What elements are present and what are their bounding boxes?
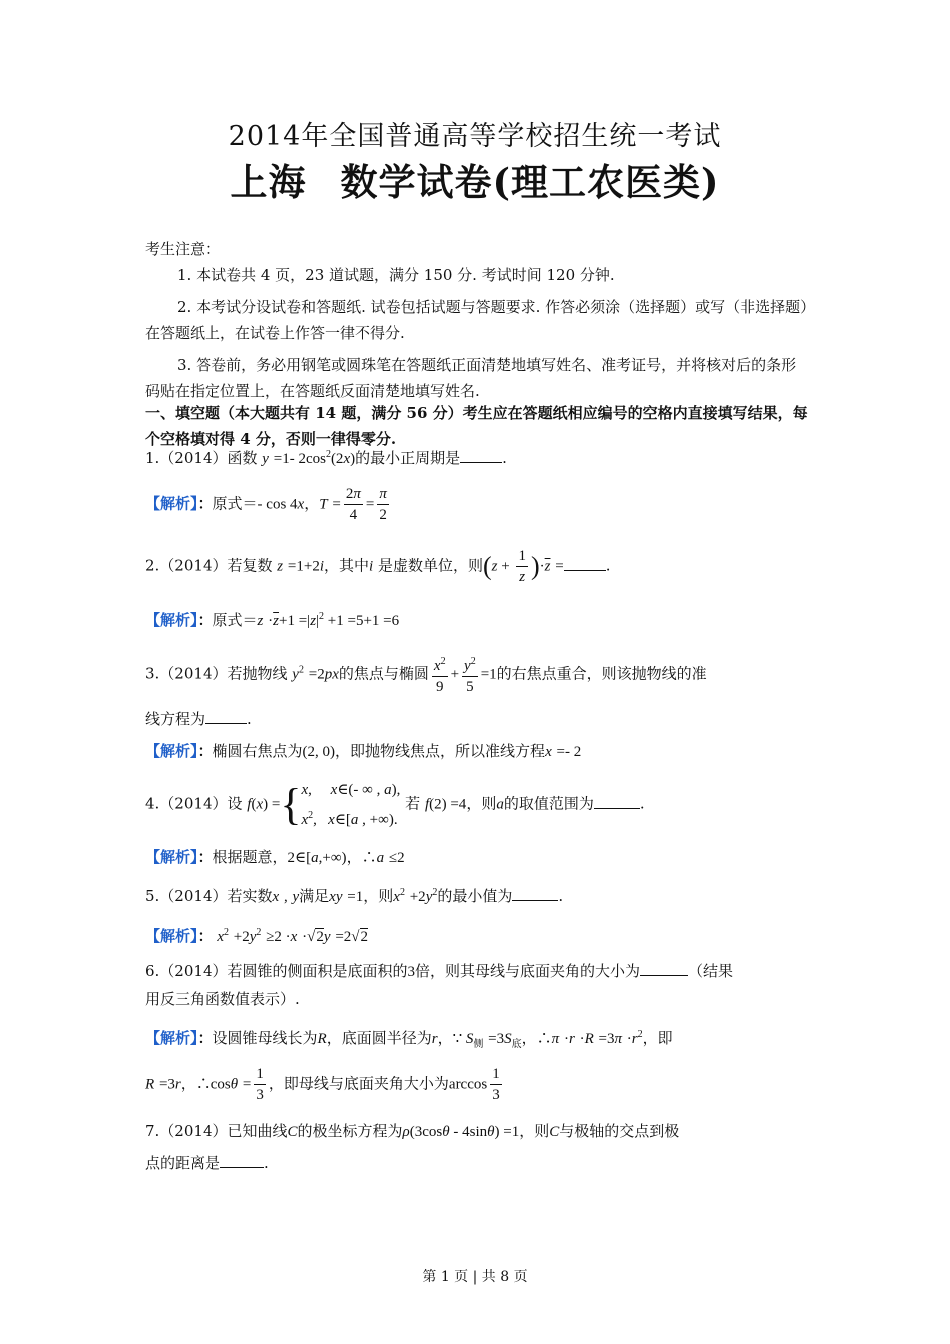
analysis-label: 【解析】 [145,927,198,945]
question-6: 6.（2014）若圆锥的侧面积是底面积的3倍，则其母线与底面夹角的大小为 （结果 [145,962,734,980]
notice-item-2: 2. 本考试分设试卷和答题纸. 试卷包括试题与答题要求. 作答必须涂（选择题）或写（非选择题）在答题纸上，在试卷上作答一律不得分. [145,298,808,342]
analysis-label: 【解析】 [145,742,198,760]
analysis-1: 【解析】：原式＝- cos 4x，T = $\frac{2\pi}{4}$ = $\frac{\pi}{2}$ [145,486,387,523]
answer-blank [564,556,606,571]
answer-blank [205,709,247,724]
notice-item-1: 1. 本试卷共 4 页，23 道试题，满分 150 分. 考试时间 120 分钟. [177,266,615,284]
question-4: 4.（2014）设 f(x) ={ x, x∈(- ∞ , a), $x^2$, x∈[a , +∞). 若 f(2) =4，则a的取值范围为 . [145,779,645,829]
analysis-3: 【解析】：椭圆右焦点为(2, 0)，即抛物线焦点，所以准线方程x =- 2 [145,742,582,760]
analysis-label: 【解析】 [145,494,198,513]
question-6-line2: 用反三角函数值表示）. [145,990,300,1008]
answer-blank [512,886,558,901]
question-7-line2: 点的距离是 . [145,1154,269,1172]
analysis-2: 【解析】：原式$=z \cdot\overline{z}+1 =|z|^2 +1 =5+1 =6$ [145,611,400,629]
analysis-6: 【解析】：设圆锥母线长为R，底面圆半径为r，∵ $S_侧 =3S_底$，∴π $\cdot r \cdot R =3\pi \cdot r^2$，即 [145,1029,673,1050]
notice-item-3: 3. 答卷前，务必用钢笔或圆珠笔在答题纸正面清楚地填写姓名、准考证号，并将核对后的条形码贴在指定位置上，在答题纸反面清楚地填写姓名. [145,356,797,400]
question-3-line2: 线方程为 . [145,710,252,728]
question-3: 3.（2014）若抛物线 $y^2 =2px$的焦点与椭圆 $\frac{x^2}{9}$ + $\frac{y^2}{5}$ =1的右焦点重合，则该抛物线的准 [145,652,810,697]
exam-title: 2014年全国普通高等学校招生统一考试 [228,121,722,152]
question-5: 5.（2014）若实数x , y满足xy =1，则$x^2 +2y^2$的最小值为 . [145,887,564,905]
notice-block [145,236,810,404]
section-heading: 一、填空题（本大题共有 14 题，满分 56 分）考生应在答题纸相应编号的空格内直接填写结果，每个空格填对得 4 分，否则一律得零分. [145,404,808,448]
analysis-label: 【解析】 [145,611,198,629]
answer-blank [460,448,502,463]
analysis-5: 【解析】： $x^2 +2y^2 \ge 2 \cdot x \cdot√2y =2√2$ [145,927,369,945]
exam-subtitle [0,152,950,206]
analysis-label: 【解析】 [145,848,198,866]
question-7: 7.（2014）已知曲线C的极坐标方程为ρ(3cosθ - 4sinθ) =1，则C与极轴的交点到极 [145,1122,680,1140]
notice-heading: 考生注意： [145,240,221,258]
analysis-label: 【解析】 [145,1029,198,1047]
answer-blank [594,794,640,809]
region-label: 上海 [230,160,307,204]
analysis-6-line2: R =3r，∴cosθ = $\frac{1}{3}$ ，即母线与底面夹角大小为arccos $\frac{1}{3}$ [145,1066,500,1103]
question-2: 2.（2014）若复数 z =1+2i，其中i 是虚数单位，则(z + $\frac{1}{z}$ )$\cdot\overline{z}$ = . [145,548,611,585]
question-1: 1.（2014）函数 y =1- $2\cos^2(2x)$的最小正周期是 . [145,449,507,467]
answer-blank [220,1153,264,1168]
answer-blank [640,961,688,976]
analysis-4: 【解析】：根据题意，2∈[a,+∞)，∴a ≤2 [145,848,405,866]
page-footer: 第 1 页 | 共 8 页 [422,1269,528,1285]
subject-label: 数学试卷(理工农医类) [340,160,720,204]
